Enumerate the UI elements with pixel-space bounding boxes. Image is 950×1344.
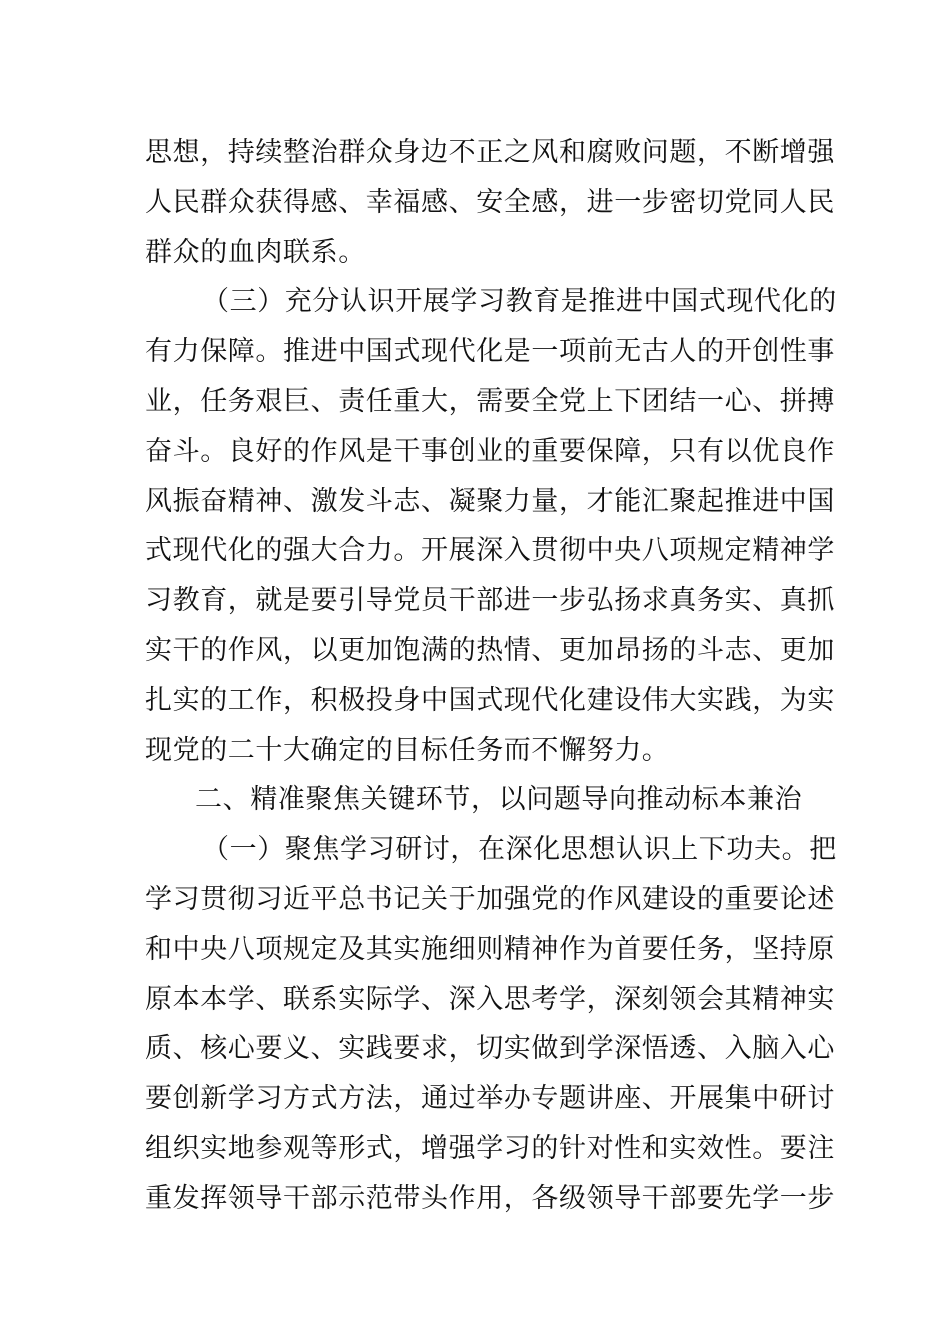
text-line: 组织实地参观等形式，增强学习的针对性和实效性。要注 [145,1132,835,1164]
text-line: 习教育，就是要引导党员干部进一步弘扬求真务实、真抓 [145,585,835,617]
text-line: 实干的作风，以更加饱满的热情、更加昂扬的斗志、更加 [145,634,835,666]
text-line: 人民群众获得感、幸福感、安全感，进一步密切党同人民 [145,186,835,218]
text-line: 重发挥领导干部示范带头作用，各级领导干部要先学一步 [145,1182,835,1214]
text-line: 现党的二十大确定的目标任务而不懈努力。 [145,734,670,766]
section-heading-1: （一）聚焦学习研讨，在深化思想认识上下功夫。把 [202,834,837,866]
document-body [145,128,837,1224]
text-line: 要创新学习方式方法，通过举办专题讲座、开展集中研讨 [145,1083,835,1115]
text-line: 风振奋精神、激发斗志、凝聚力量，才能汇聚起推进中国 [145,485,835,517]
text-line: 业，任务艰巨、责任重大，需要全党上下团结一心、拼搏 [145,385,835,417]
chapter-heading-2: 二、精准聚焦关键环节，以问题导向推动标本兼治 [195,784,803,816]
text-line: 学习贯彻习近平总书记关于加强党的作风建设的重要论述 [145,883,835,915]
text-line: 有力保障。推进中国式现代化是一项前无古人的开创性事 [145,336,835,368]
text-line: 扎实的工作，积极投身中国式现代化建设伟大实践，为实 [145,684,835,716]
text-line: 式现代化的强大合力。开展深入贯彻中央八项规定精神学 [145,535,835,567]
text-line: 思想，持续整治群众身边不正之风和腐败问题，不断增强 [145,137,835,168]
text-line: 群众的血肉联系。 [145,236,366,268]
text-line: 原本本学、联系实际学、深入思考学，深刻领会其精神实 [145,983,835,1015]
section-heading-3: （三）充分认识开展学习教育是推进中国式现代化的 [202,286,837,318]
text-line: 质、核心要义、实践要求，切实做到学深悟透、入脑入心 [145,1033,835,1065]
text-line: 和中央八项规定及其实施细则精神作为首要任务，坚持原 [145,933,835,965]
text-line: 奋斗。良好的作风是干事创业的重要保障，只有以优良作 [145,435,835,467]
